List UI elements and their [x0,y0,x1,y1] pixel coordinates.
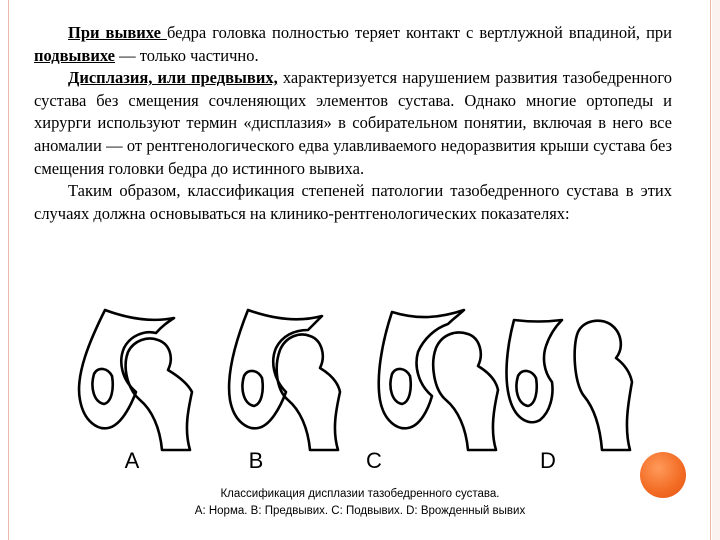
obturator-foramen [92,369,112,404]
figure-label-c: C [366,448,382,473]
hip-dysplasia-figure [70,300,670,480]
obturator-foramen [390,369,410,404]
paragraph-dislocation [34,22,672,67]
paragraph-text: — только частично. [115,45,259,65]
term-subluxation: подвывихе [34,45,116,65]
paragraph-dysplasia [34,67,672,180]
slide-border-left [8,0,10,540]
slide-text [34,22,672,225]
slide-edge-strip [712,0,720,540]
paragraph-text: Таким образом, классификация степеней патологии тазобедренного сустава в этих случаях должна основываться на клинико-рентгенологических показателях: [34,181,672,223]
femur-outline [433,333,498,450]
figure-label-d: D [540,448,556,473]
femur-outline [126,339,192,451]
hip-joint-c [379,310,498,450]
obturator-foramen [242,371,262,406]
term-dysplasia: Дисплазия, или предвывих, [68,68,278,88]
femur-outline [575,321,632,450]
figure-caption-title: Классификация дисплазии тазобедренного сустава. [220,488,500,500]
term-dislocation: При вывихе [68,23,167,42]
hip-joint-a [79,310,192,450]
figure-label-b: B [248,448,264,473]
pelvis-outline [379,310,464,428]
hip-joint-d [507,320,632,450]
paragraph-text: характеризуется нарушением развития тазобедренного сустава без смещения сочленяющих элементов сустава. Однако многие ортопеды и хирурги используют термин «дисплазия» в собирательном понятии, включая в него все аномалии — от рентгенологического едва улавливаемого недоразвития крыши сустава без смещения головки бедра до истинного вывиха. [34,68,672,178]
paragraph-classification [34,180,672,225]
hip-joint-b [229,310,340,450]
figure-caption-legend: А: Норма. В: Предвывих. С: Подвывих. D: Врожденный вывих [194,505,526,517]
obturator-foramen [516,371,536,406]
pelvis-outline [507,320,562,422]
figure-label-a: A [124,448,140,473]
paragraph-text: бедра головка полностью теряет контакт с вертлужной впадиной, при [166,23,672,42]
